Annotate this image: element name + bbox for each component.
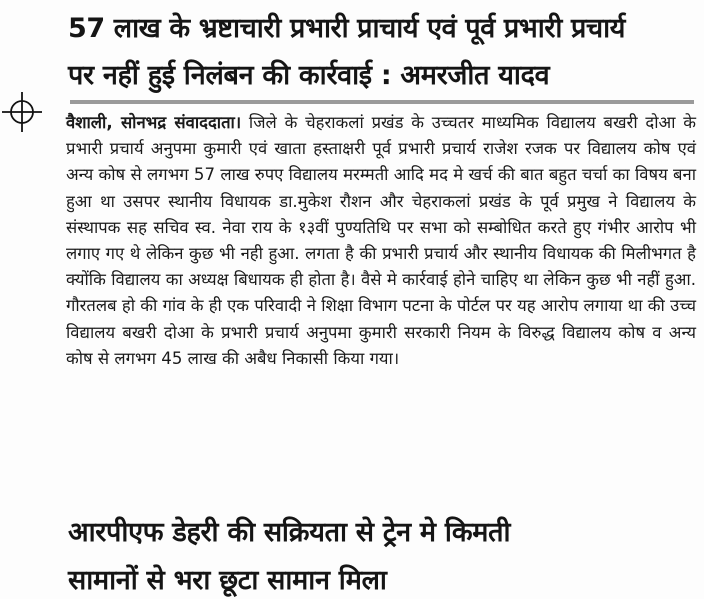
next-article-headline-line-1: आरपीएफ डेहरी की सक्रियता से ट्रेन मे किमती xyxy=(68,517,511,548)
headline-divider xyxy=(70,100,694,104)
article-headline-line-1: 57 लाख के भ्रष्टाचारी प्रभारी प्राचार्य एवं पूर्व प्रभारी प्रचार्य xyxy=(68,13,625,44)
article-dateline: वैशाली, सोनभद्र संवाददाता। xyxy=(66,113,242,132)
article-body-text: जिले के चेहराकलां प्रखंड के उच्चतर माध्यमिक विद्यालय बखरी दोआ के प्रभारी प्रचार्य अनुपमा कुमारी एवं खाता हस्ताक्षरी पूर्व प्रभारी प्रचार्य राजेश रजक पर विद्यालय कोष एवं अन्य कोष से लगभग 57 लाख रुपए विद्यालय मरम्मती आदि मद मे खर्च की बात बहुत चर्चा का विषय बना हुआ था उसपर स्थानीय विधायक डा.मुकेश रौशन और चेहराकलां प्रखंड के पूर्व प्रमुख ने विद्यालय के संस्थापक सह सचिव स्व. नेवा राय के १३वीं पुण्यतिथि पर सभा को सम्बोधित करते हुए गंभीर आरोप भी लगाए गए थे लेकिन कुछ भी नही हुआ. लगता है की प्रभारी प्रचार्य और स्थानीय विधायक की मिलीभगत है क्योंकि विद्यालय का अध्यक्ष बिधायक ही होता है। वैसे मे कार्रवाई होने चाहिए था लेकिन कुछ भी नहीं हुआ. गौरतलब हो की गांव के ही एक परिवादी ने शिक्षा विभाग पटना के पोर्टल पर यह आरोप लगाया था की उच्च विद्यालय बखरी दोआ के प्रभारी प्रचार्य अनुपमा कुमारी सरकारी नियम के विरुद्ध विद्यालय कोष व अन्य कोष से लगभग 45 लाख की अबैध निकासी किया गया। xyxy=(66,113,696,368)
article-headline-line-2: पर नहीं हुई निलंबन की कार्रवाई : अमरजीत यादव xyxy=(68,60,550,91)
article-body xyxy=(66,110,696,372)
crosshair-icon xyxy=(2,92,42,132)
next-article-headline-line-2: सामानों से भरा छूटा सामान मिला xyxy=(68,565,387,596)
cropped-previous-text xyxy=(70,0,704,4)
